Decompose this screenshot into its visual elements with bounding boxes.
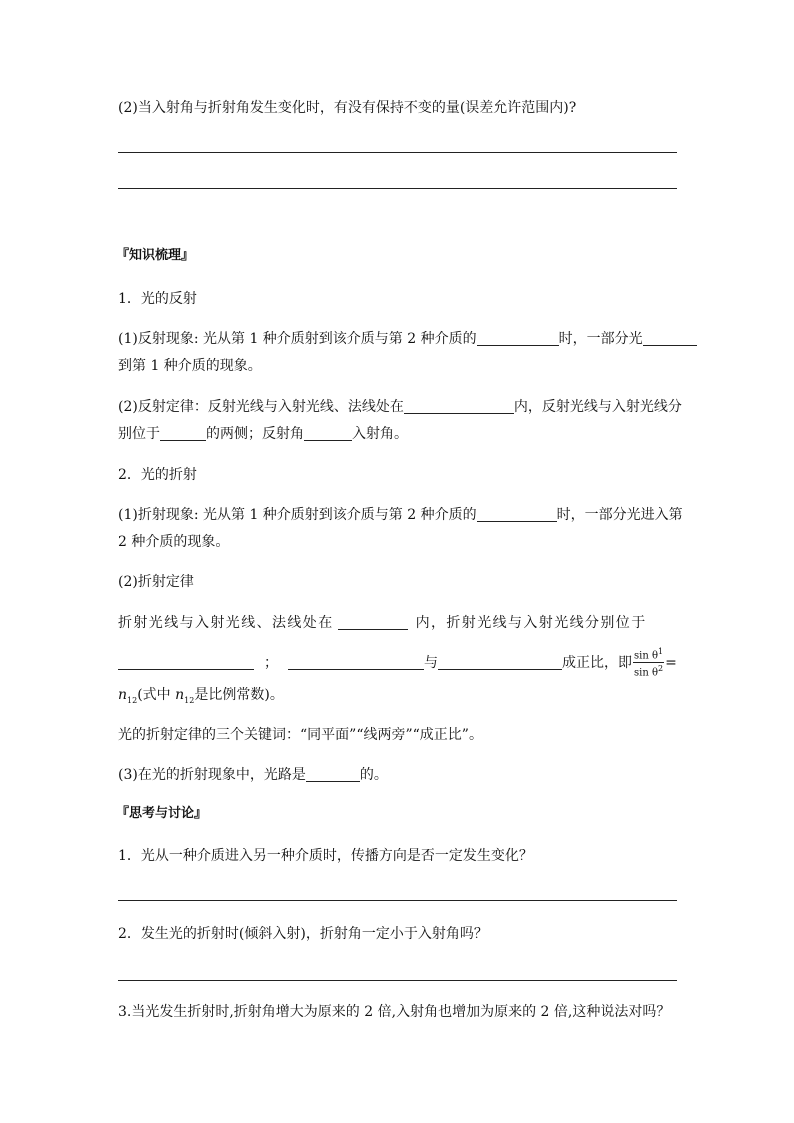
reflection-phenomenon-text-a: (1)反射现象: 光从第 1 种介质射到该介质与第 2 种介质的 (118, 331, 477, 347)
refraction-law-line-2 (118, 646, 677, 680)
blank-reflection-sides[interactable] (160, 426, 206, 441)
light-path-line (118, 766, 388, 784)
reflection-law-text-b: 内，反射光线与入射光线分 (513, 399, 682, 415)
fraction-denominator (633, 663, 664, 679)
refraction-law-text-a: 折射光线与入射光线、法线处在 (118, 615, 334, 631)
reflection-law-line-2 (118, 425, 408, 443)
answer-line-1[interactable] (118, 152, 677, 153)
knowledge-heading: 『知识梳理』 (116, 248, 195, 263)
fraction-denominator-text: sin θ (634, 667, 658, 679)
blank-reflection-interface[interactable] (477, 331, 559, 346)
reflection-phenomenon-line-1 (118, 330, 697, 348)
refraction-index-line (118, 686, 284, 710)
n-note-text-a: (式中 (137, 687, 176, 703)
n-subscript: 12 (127, 695, 138, 705)
discussion-answer-line-2[interactable] (118, 980, 677, 981)
sine-ratio-fraction (633, 646, 664, 680)
refraction-law-text-e: 成正比，即 (562, 654, 632, 671)
refraction-law-text-b: 内，折射光线与入射光线分别位于 (415, 615, 647, 631)
blank-refraction-interface[interactable] (477, 507, 557, 522)
discussion-answer-line-1[interactable] (118, 900, 677, 901)
discussion-question-3: 3.当光发生折射时,折射角增大为原来的 2 倍,入射角也增加为原来的 2 倍,这种说法对吗？ (118, 1004, 671, 1020)
reflection-law-line-1 (118, 398, 682, 416)
light-path-text-a: (3)在光的折射现象中，光路是 (118, 767, 306, 783)
refraction-keywords: 光的折射定律的三个关键词：“同平面”“线两旁”“成正比”。 (118, 727, 483, 743)
n-subscript-2: 12 (184, 695, 195, 705)
blank-reflection-return[interactable] (643, 331, 697, 346)
blank-reflection-plane[interactable] (404, 399, 514, 414)
blank-reflection-angle[interactable] (304, 426, 352, 441)
blank-refraction-sin-incident[interactable] (288, 655, 424, 670)
equals-sign: = (665, 654, 677, 671)
discussion-question-1: 1．光从一种介质进入另一种介质时，传播方向是否一定发生变化？ (118, 848, 533, 864)
discussion-question-2: 2．发生光的折射时(倾斜入射)，折射角一定小于入射角吗？ (118, 926, 488, 942)
reflection-law-text-e: 入射角。 (352, 426, 408, 442)
n-symbol: n (118, 687, 128, 703)
fraction-numerator-text: sin θ (634, 650, 658, 662)
blank-refraction-plane[interactable] (338, 615, 408, 630)
refraction-phenomenon-text-a: (1)折射现象: 光从第 1 种介质射到该介质与第 2 种介质的 (118, 507, 477, 523)
reflection-phenomenon-text-b: 时，一部分光 (558, 331, 643, 347)
reflection-law-text-a: (2)反射定律：反射光线与入射光线、法线处在 (118, 399, 404, 415)
discussion-heading: 『思考与讨论』 (116, 806, 208, 821)
blank-refraction-sin-refracted[interactable] (438, 655, 562, 670)
refraction-law-text-d: 与 (424, 654, 438, 671)
reflection-law-text-d: 的两侧；反射角 (206, 426, 304, 442)
n-symbol-2: n (175, 687, 185, 703)
fraction-numerator (633, 646, 664, 663)
fraction-denominator-sup: 2 (657, 664, 664, 674)
refraction-title: 2．光的折射 (118, 467, 197, 483)
fraction-numerator-sup: 1 (657, 647, 664, 656)
blank-light-path[interactable] (306, 767, 360, 782)
refraction-law-line-1 (118, 614, 647, 632)
light-path-text-b: 的。 (359, 767, 388, 783)
answer-line-2[interactable] (118, 188, 677, 189)
refraction-law-title: (2)折射定律 (118, 574, 194, 590)
question-2-text: (2)当入射角与折射角发生变化时，有没有保持不变的量(误差允许范围内)? (118, 100, 577, 116)
refraction-phenomenon-line-1 (118, 506, 683, 524)
n-note-text-b: 是比例常数)。 (194, 687, 284, 703)
refraction-phenomenon-text-b: 时，一部分光进入第 (556, 507, 683, 523)
refraction-law-text-c: ； (264, 654, 278, 671)
refraction-phenomenon-text-c: 2 种介质的现象。 (118, 534, 230, 550)
blank-refraction-sides[interactable] (118, 655, 254, 670)
reflection-phenomenon-text-c: 到第 1 种介质的现象。 (118, 358, 262, 374)
reflection-title: 1．光的反射 (118, 291, 197, 307)
reflection-law-text-c: 别位于 (118, 426, 160, 442)
